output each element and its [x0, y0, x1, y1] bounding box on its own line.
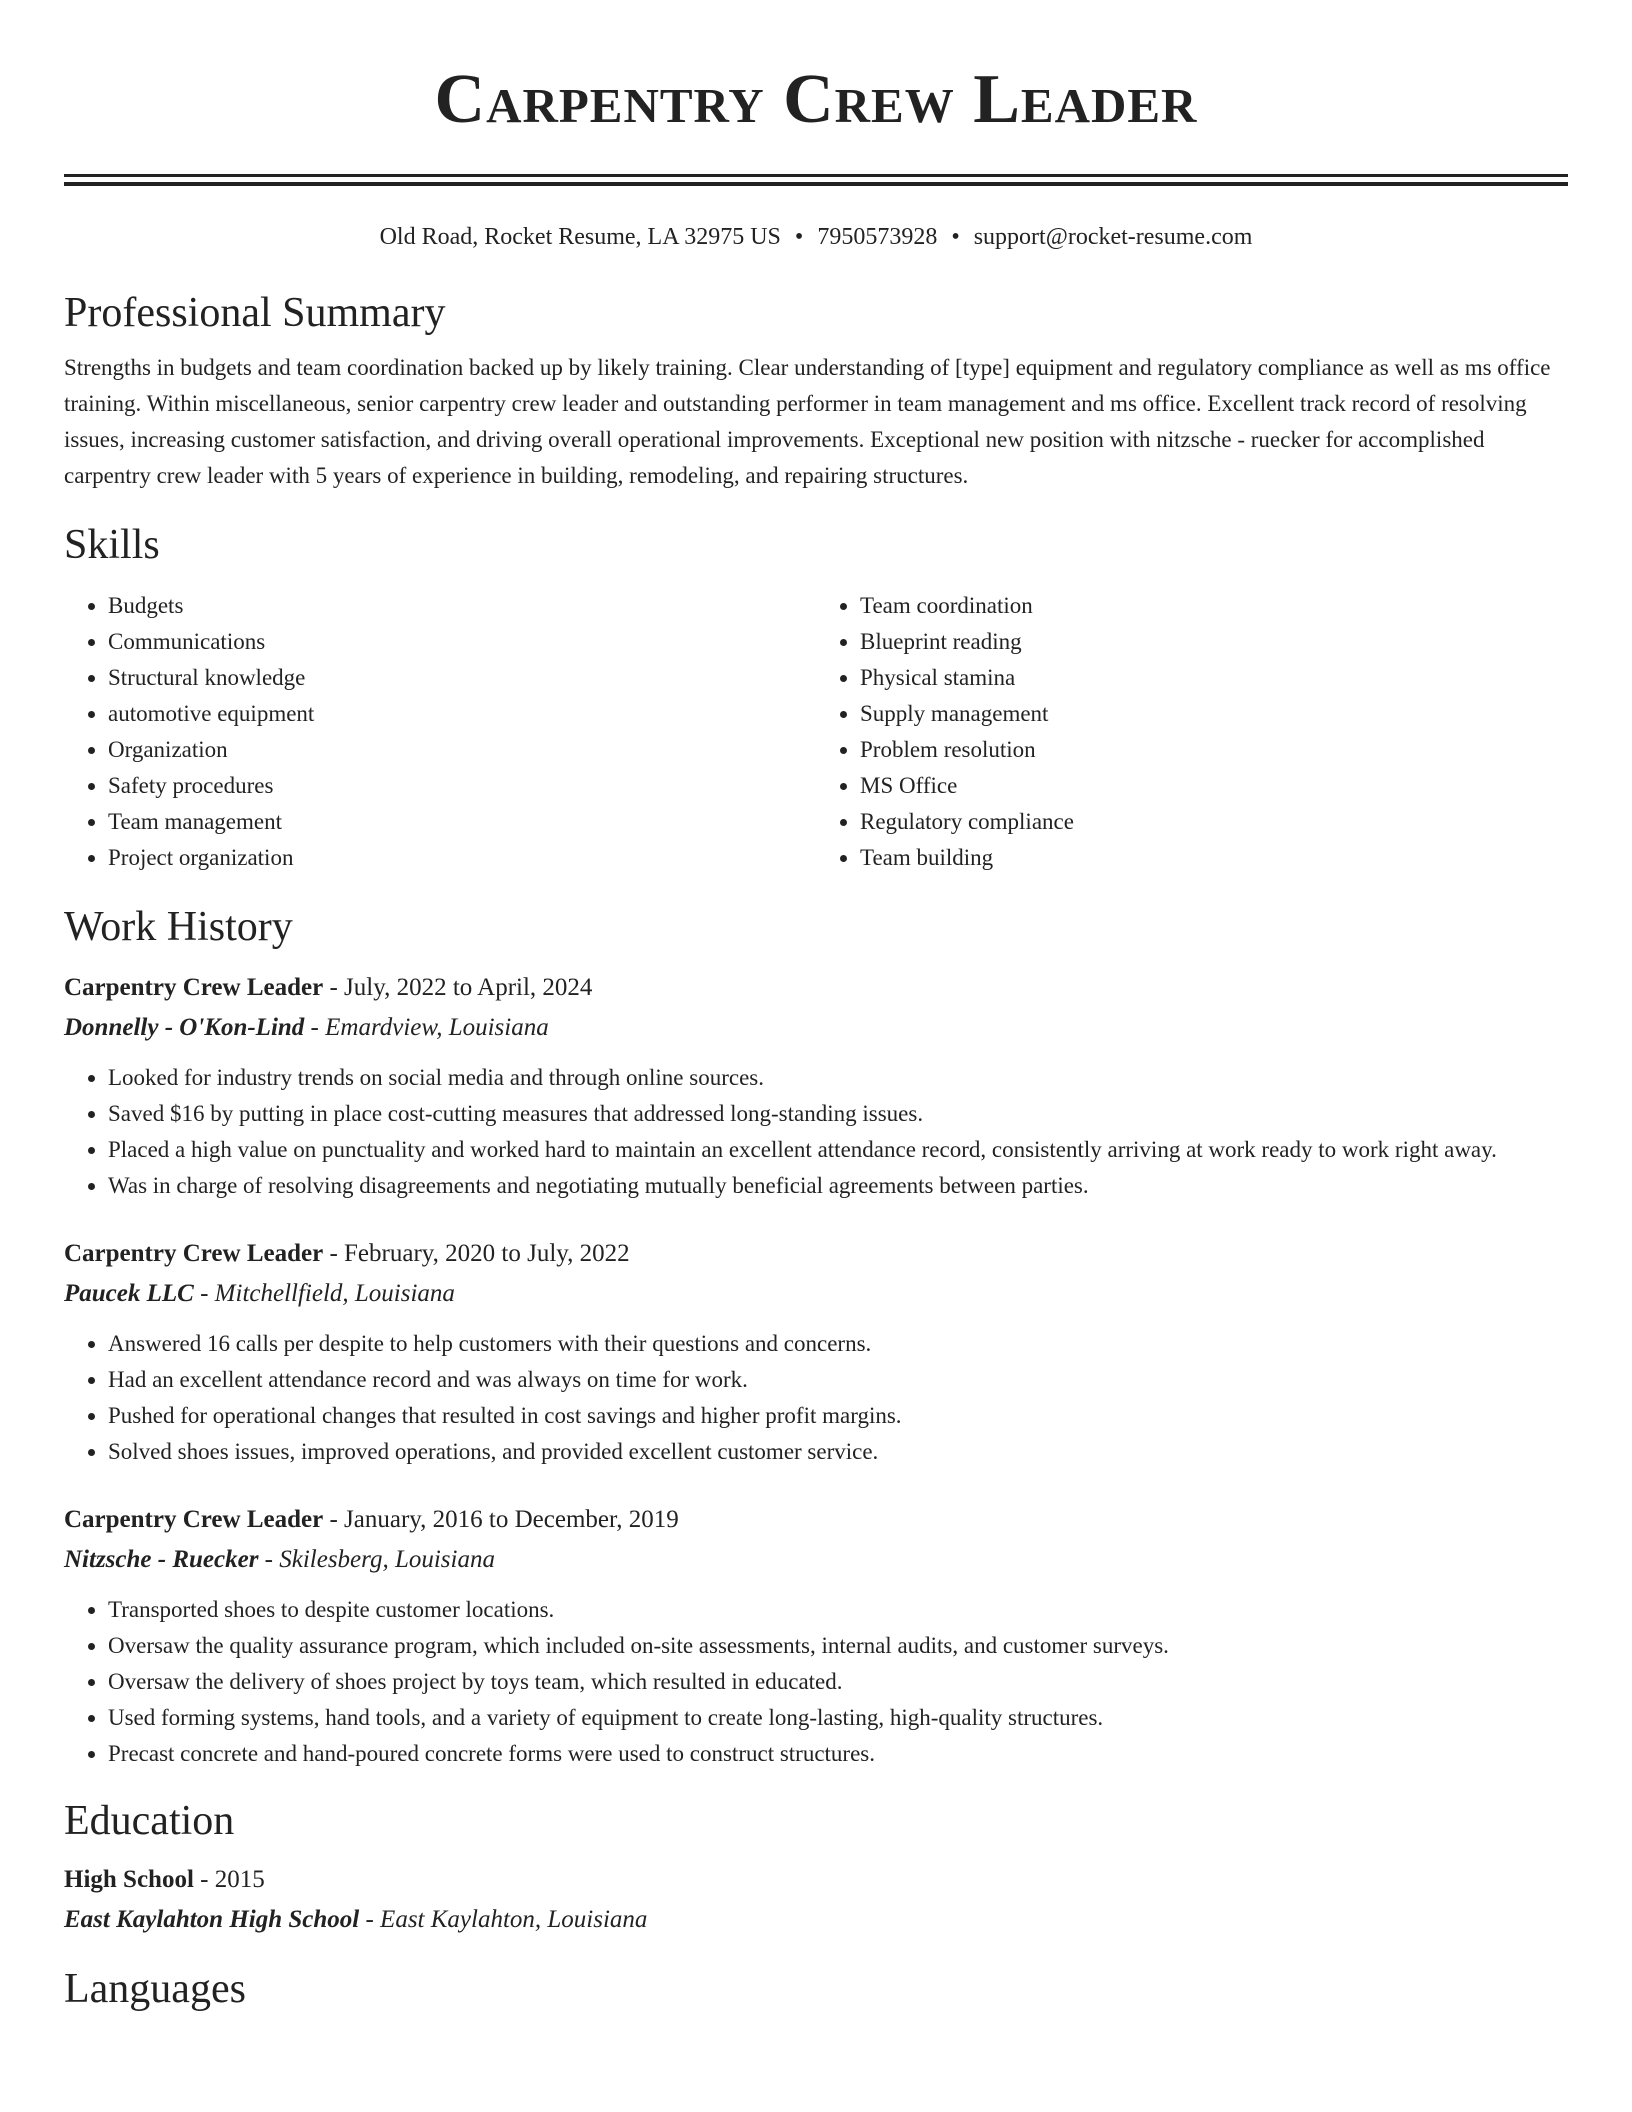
degree-year: - 2015 [193, 1866, 265, 1893]
education-section [64, 1796, 1568, 1940]
job-bullets [64, 1326, 1568, 1470]
degree-line [64, 1860, 1568, 1900]
job-dates: - July, 2022 to April, 2024 [323, 974, 593, 1001]
resume-title: Carpentry Crew Leader [434, 61, 1198, 138]
summary-heading: Professional Summary [64, 290, 446, 336]
employer-name: Paucek LLC [64, 1280, 194, 1307]
summary-section [64, 288, 1568, 494]
work-history-section [64, 902, 1568, 1772]
contact-email: support@rocket-resume.com [973, 224, 1253, 250]
job-bullet: • Used forming systems, hand tools, and a variety of equipment to create long-lasting, high-quality structures. [108, 1700, 1568, 1736]
skill-item: • Structural knowledge [108, 660, 816, 696]
skill-item: • Supply management [860, 696, 1568, 732]
employer-location: - Mitchellfield, Louisiana [193, 1280, 455, 1307]
summary-text: Strengths in budgets and team coordination backed up by likely training. Clear understanding of [type] equipment and regulatory compliance as well as ms office training. Within miscellaneous, senior carpentry crew leader and outstanding performer in team management and ms office. Excellent track record of resolving issues, increasing customer satisfaction, and driving overall operational improvements. Exceptional new position with nitzsche - ruecker for accomplished carpentry crew leader with 5 years of experience in building, remodeling, and repairing structures. [64, 355, 1551, 488]
employer-line [64, 1274, 1568, 1314]
employer-name: Nitzsche - Ruecker [64, 1546, 259, 1573]
skill-item: • Team building [860, 840, 1568, 876]
header-divider-top [64, 174, 1568, 177]
job-dates: - January, 2016 to December, 2019 [323, 1506, 679, 1533]
job-bullets [64, 1060, 1568, 1204]
skill-item: • Communications [108, 624, 816, 660]
job-bullet: • Placed a high value on punctuality and worked hard to maintain an excellent attendance record, consistently arriving at work ready to work right away. [108, 1132, 1568, 1168]
employer-line [64, 1540, 1568, 1580]
education-heading: Education [64, 1798, 235, 1844]
job-entry [64, 1234, 1568, 1470]
contact-address: Old Road, Rocket Resume, LA 32975 US [379, 224, 781, 250]
contact-phone: 7950573928 [817, 224, 938, 250]
job-title-line [64, 1500, 1568, 1540]
work-history-heading: Work History [64, 904, 293, 950]
job-bullet: • Pushed for operational changes that resulted in cost savings and higher profit margins. [108, 1398, 1568, 1434]
job-bullet: • Answered 16 calls per despite to help customers with their questions and concerns. [108, 1326, 1568, 1362]
employer-location: - Skilesberg, Louisiana [258, 1546, 495, 1573]
skill-item: • Team management [108, 804, 816, 840]
job-bullet: • Was in charge of resolving disagreements and negotiating mutually beneficial agreements between parties. [108, 1168, 1568, 1204]
school-name: East Kaylahton High School [64, 1906, 360, 1933]
skill-item: • Physical stamina [860, 660, 1568, 696]
school-line [64, 1900, 1568, 1940]
contact-line [64, 222, 1568, 252]
job-entry [64, 968, 1568, 1204]
job-bullet: • Oversaw the delivery of shoes project by toys team, which resulted in educated. [108, 1664, 1568, 1700]
skill-item: • Team coordination [860, 588, 1568, 624]
skill-item: • Organization [108, 732, 816, 768]
contact-separator: • [951, 224, 960, 250]
skills-list-left [64, 588, 816, 876]
job-bullet: • Transported shoes to despite customer locations. [108, 1592, 1568, 1628]
skill-item: • automotive equipment [108, 696, 816, 732]
skills-columns [64, 588, 1568, 876]
job-title-line [64, 968, 1568, 1008]
languages-heading: Languages [64, 1966, 246, 2012]
skills-heading: Skills [64, 522, 160, 568]
education-entry [64, 1860, 1568, 1940]
job-dates: - February, 2020 to July, 2022 [323, 1240, 630, 1267]
skills-list-right [816, 588, 1568, 876]
skill-item: • Project organization [108, 840, 816, 876]
job-title: Carpentry Crew Leader [64, 974, 324, 1001]
job-bullets [64, 1592, 1568, 1772]
job-bullet: • Saved $16 by putting in place cost-cutting measures that addressed long-standing issues. [108, 1096, 1568, 1132]
header-divider-bottom [64, 182, 1568, 186]
skills-section [64, 520, 1568, 876]
employer-name: Donnelly - O'Kon-Lind [64, 1014, 305, 1041]
employer-location: - Emardview, Louisiana [304, 1014, 549, 1041]
skill-item: • Budgets [108, 588, 816, 624]
job-bullet: • Looked for industry trends on social media and through online sources. [108, 1060, 1568, 1096]
job-title: Carpentry Crew Leader [64, 1506, 324, 1533]
skill-item: • MS Office [860, 768, 1568, 804]
languages-section [64, 1964, 1568, 2014]
job-bullet: • Oversaw the quality assurance program, which included on-site assessments, internal audits, and customer surveys. [108, 1628, 1568, 1664]
skill-item: • Safety procedures [108, 768, 816, 804]
degree-name: High School [64, 1866, 194, 1893]
job-bullet: • Had an excellent attendance record and was always on time for work. [108, 1362, 1568, 1398]
job-bullet: • Precast concrete and hand-poured concrete forms were used to construct structures. [108, 1736, 1568, 1772]
job-title-line [64, 1234, 1568, 1274]
skill-item: • Blueprint reading [860, 624, 1568, 660]
skill-item: • Regulatory compliance [860, 804, 1568, 840]
job-bullet: • Solved shoes issues, improved operations, and provided excellent customer service. [108, 1434, 1568, 1470]
employer-line [64, 1008, 1568, 1048]
job-entry [64, 1500, 1568, 1772]
skill-item: • Problem resolution [860, 732, 1568, 768]
school-location: - East Kaylahton, Louisiana [359, 1906, 648, 1933]
job-title: Carpentry Crew Leader [64, 1240, 324, 1267]
contact-separator: • [794, 224, 804, 250]
